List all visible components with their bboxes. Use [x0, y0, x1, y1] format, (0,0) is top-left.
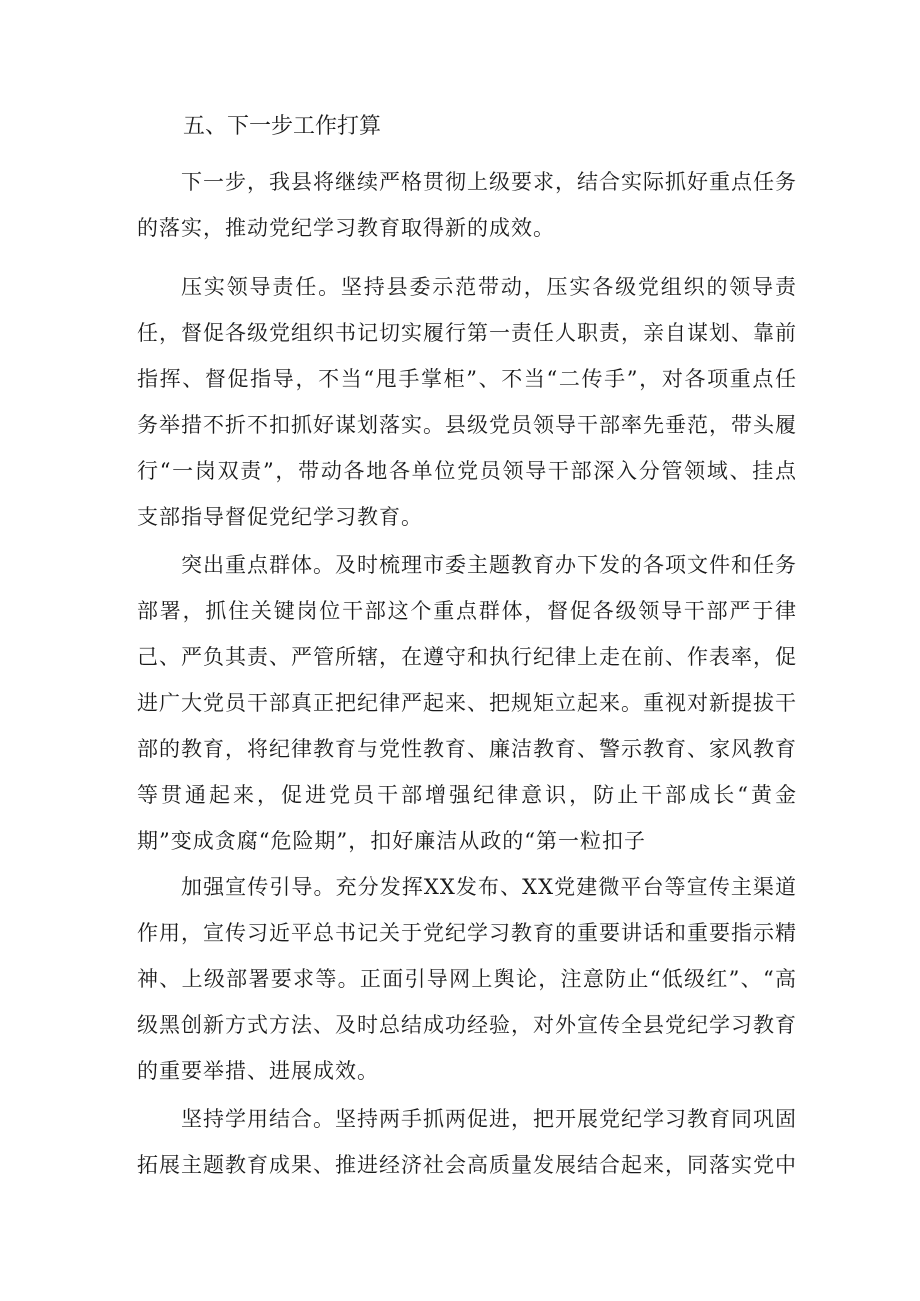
paragraph-key-groups: 突出重点群体。及时梳理市委主题教育办下发的各项文件和任务部署，抓住关键岗位干部这个重点群体，督促各级领导干部严于律己、严负其责、严管所辖，在遵守和执行纪律上走在前、作表率，促进广大党员干部真正把纪律严起来、把规矩立起来。重视对新提拔干部的教育，将纪律教育与党性教育、廉洁教育、警示教育、家风教育等贯通起来，促进党员干部增强纪律意识，防止干部成长“黄金期”变成贪腐“危险期”，扣好廉洁从政的“第一粒扣子 [137, 553, 797, 853]
paragraph-learning-application: 坚持学用结合。坚持两手抓两促进，把开展党纪学习教育同巩固拓展主题教育成果、推进经济社会高质量发展结合起来，同落实党中 [137, 1107, 797, 1177]
paragraph-publicity: 加强宣传引导。充分发挥XX发布、XX党建微平台等宣传主渠道作用，宣传习近平总书记关于党纪学习教育的重要讲话和重要指示精神、上级部署要求等。正面引导网上舆论，注意防止“低级红”、“高级黑创新方式方法、及时总结成功经验，对外宣传全县党纪学习教育的重要举措、进展成效。 [137, 875, 797, 1083]
section-title: 五、下一步工作打算 [183, 114, 382, 139]
paragraph-leadership-responsibility: 压实领导责任。坚持县委示范带动，压实各级党组织的领导责任，督促各级党组织书记切实履行第一责任人职责，亲自谋划、靠前指挥、督促指导，不当“甩手掌柜”、不当“二传手”，对各项重点任务举措不折不扣抓好谋划落实。县级党员领导干部率先垂范，带头履行“一岗双责”，带动各地各单位党员领导干部深入分管领域、挂点支部指导督促党纪学习教育。 [137, 275, 797, 529]
paragraph-intro: 下一步，我县将继续严格贯彻上级要求，结合实际抓好重点任务的落实，推动党纪学习教育取得新的成效。 [137, 170, 797, 240]
